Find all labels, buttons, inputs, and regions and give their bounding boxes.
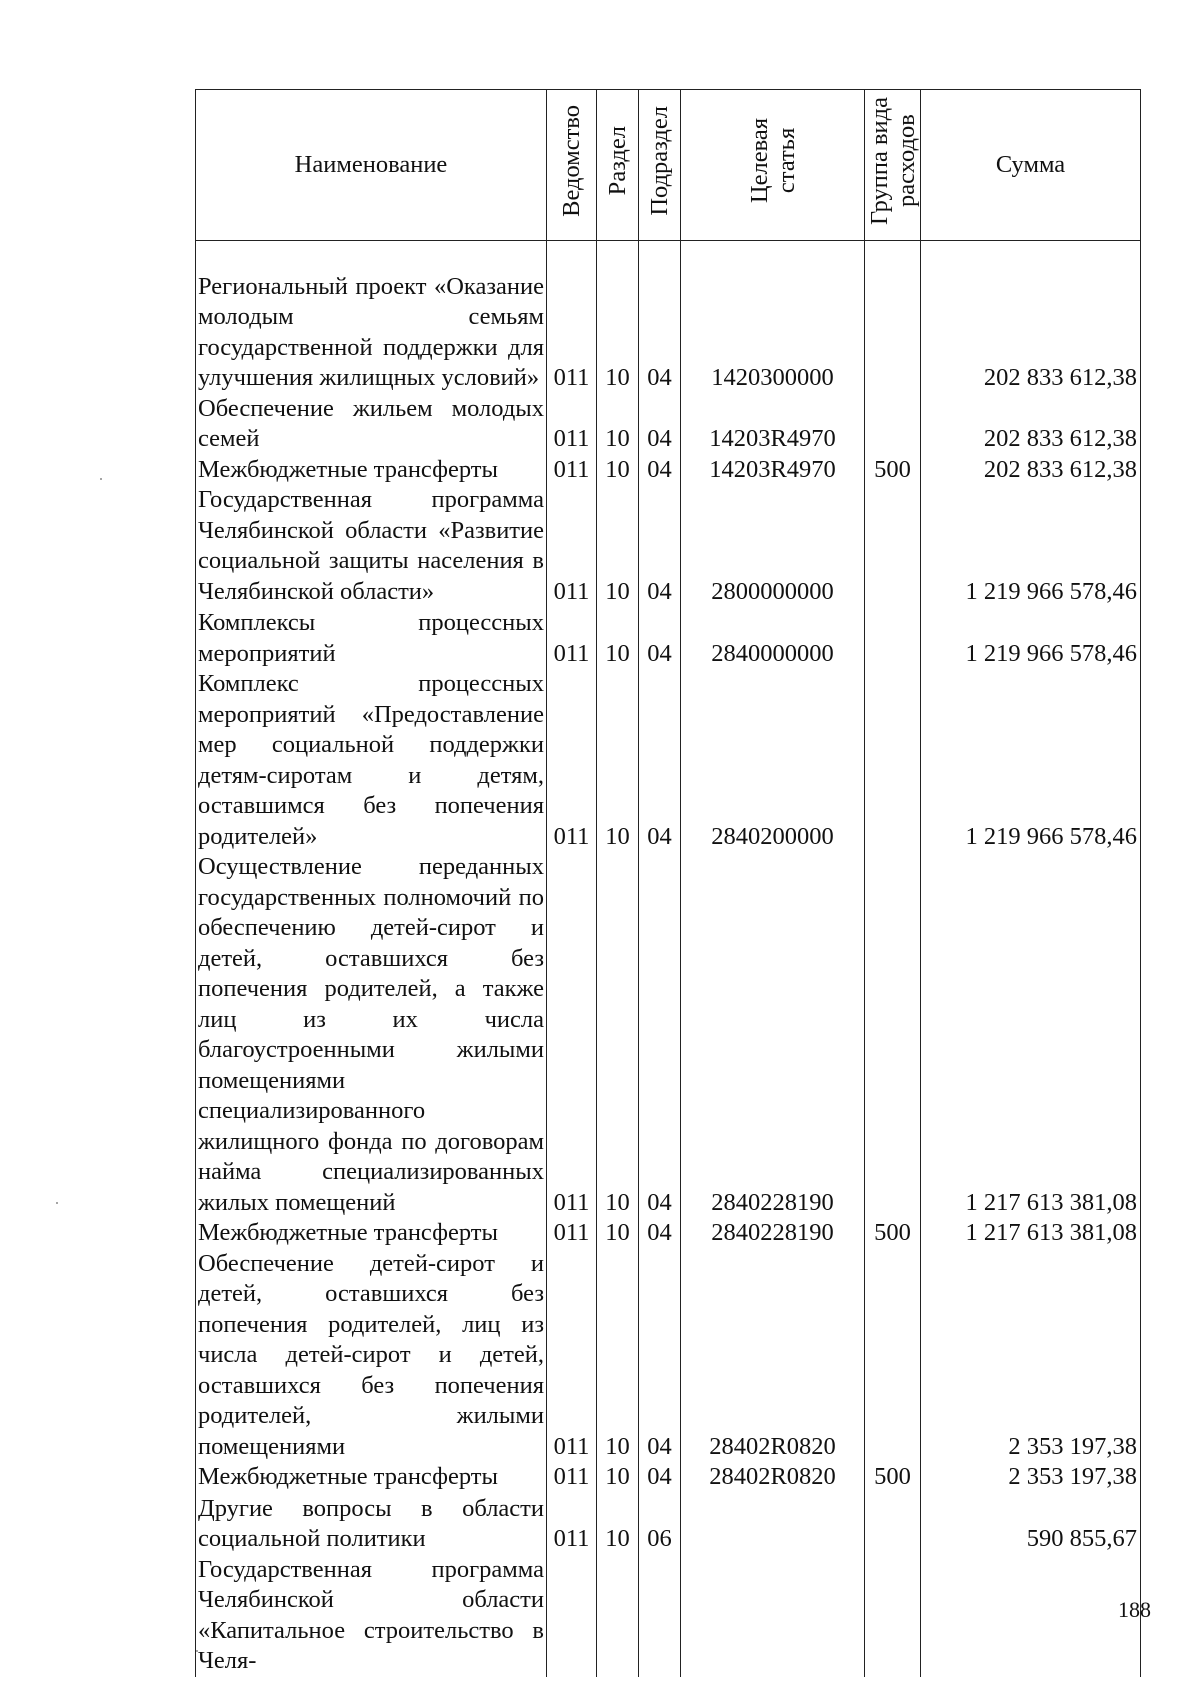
cell-dept: 011 bbox=[547, 852, 597, 1218]
table-row bbox=[196, 241, 1141, 394]
table-header bbox=[196, 90, 1141, 241]
cell-sum: 1 219 966 578,46 bbox=[921, 669, 1141, 852]
cell-target: 1420300000 bbox=[681, 241, 865, 394]
cell-name: Государственная программа Челябинской области «Капитальное строительство в Челя- bbox=[196, 1555, 547, 1677]
cell-section: 10 bbox=[597, 1218, 639, 1249]
cell-group bbox=[865, 394, 921, 455]
cell-name: Осуществление переданных государственных полномочий по обеспечению детей-сирот и детей, оставшихся без попечения родителей, а также лиц из их числа благоустроенными жилыми помещениями специализированного жилищного фонда по договорам найма специализированных жилых помещений bbox=[196, 852, 547, 1218]
cell-subsection: 04 bbox=[639, 1462, 681, 1493]
cell-group bbox=[865, 241, 921, 394]
cell-subsection: 04 bbox=[639, 1249, 681, 1463]
header-subsection: Подраздел bbox=[639, 90, 681, 241]
cell-group: 500 bbox=[865, 1218, 921, 1249]
cell-sum: 1 217 613 381,08 bbox=[921, 1218, 1141, 1249]
cell-dept bbox=[547, 1555, 597, 1677]
header-group: Группа вида расходов bbox=[865, 90, 921, 241]
header-dept: Ведомство bbox=[547, 90, 597, 241]
table-row bbox=[196, 394, 1141, 455]
cell-dept: 011 bbox=[547, 669, 597, 852]
header-section: Раздел bbox=[597, 90, 639, 241]
cell-sum: 202 833 612,38 bbox=[921, 394, 1141, 455]
cell-group: 500 bbox=[865, 1462, 921, 1493]
cell-target bbox=[681, 1493, 865, 1555]
cell-dept: 011 bbox=[547, 1218, 597, 1249]
scan-speck bbox=[196, 1650, 198, 1652]
cell-name: Обеспечение детей-сирот и детей, оставшихся без попечения родителей, лиц из числа детей-сирот и детей, оставшихся без попечения родителей, жилыми помещениями bbox=[196, 1249, 547, 1463]
cell-dept: 011 bbox=[547, 1493, 597, 1555]
header-name: Наименование bbox=[196, 90, 547, 241]
cell-name: Государственная программа Челябинской области «Развитие социальной защиты населения в Челябинской области» bbox=[196, 485, 547, 607]
cell-subsection: 06 bbox=[639, 1493, 681, 1555]
cell-sum: 2 353 197,38 bbox=[921, 1249, 1141, 1463]
cell-name: Комплекс процессных мероприятий «Предоставление мер социальной поддержки детям-сиротам и детям, оставшимся без попечения родителей» bbox=[196, 669, 547, 852]
cell-section: 10 bbox=[597, 669, 639, 852]
cell-section: 10 bbox=[597, 607, 639, 669]
cell-subsection bbox=[639, 1555, 681, 1677]
cell-sum: 2 353 197,38 bbox=[921, 1462, 1141, 1493]
cell-group bbox=[865, 1555, 921, 1677]
cell-dept: 011 bbox=[547, 1249, 597, 1463]
cell-dept: 011 bbox=[547, 394, 597, 455]
cell-dept: 011 bbox=[547, 455, 597, 486]
table-row bbox=[196, 607, 1141, 669]
cell-name: Другие вопросы в области социальной политики bbox=[196, 1493, 547, 1555]
cell-group bbox=[865, 607, 921, 669]
table-row bbox=[196, 669, 1141, 852]
cell-name: Комплексы процессных мероприятий bbox=[196, 607, 547, 669]
cell-section: 10 bbox=[597, 1462, 639, 1493]
cell-sum: 590 855,67 bbox=[921, 1493, 1141, 1555]
cell-target: 2840228190 bbox=[681, 1218, 865, 1249]
cell-name: Межбюджетные трансферты bbox=[196, 1462, 547, 1493]
cell-subsection: 04 bbox=[639, 455, 681, 486]
cell-subsection: 04 bbox=[639, 607, 681, 669]
table-body bbox=[196, 241, 1141, 1677]
cell-subsection: 04 bbox=[639, 852, 681, 1218]
cell-subsection: 04 bbox=[639, 485, 681, 607]
cell-subsection: 04 bbox=[639, 394, 681, 455]
cell-target: 2840228190 bbox=[681, 852, 865, 1218]
cell-sum: 1 219 966 578,46 bbox=[921, 607, 1141, 669]
cell-section bbox=[597, 1555, 639, 1677]
cell-dept: 011 bbox=[547, 607, 597, 669]
cell-name: Региональный проект «Оказание молодым семьям государственной поддержки для улучшения жилищных условий» bbox=[196, 241, 547, 394]
budget-table bbox=[195, 89, 1141, 1677]
cell-group bbox=[865, 485, 921, 607]
cell-dept: 011 bbox=[547, 485, 597, 607]
cell-section: 10 bbox=[597, 241, 639, 394]
table-row bbox=[196, 485, 1141, 607]
cell-section: 10 bbox=[597, 1249, 639, 1463]
scan-speck bbox=[56, 1202, 58, 1204]
cell-section: 10 bbox=[597, 852, 639, 1218]
cell-section: 10 bbox=[597, 455, 639, 486]
table-row bbox=[196, 1218, 1141, 1249]
cell-sum: 202 833 612,38 bbox=[921, 455, 1141, 486]
page-number: 188 bbox=[1118, 1597, 1151, 1622]
cell-subsection: 04 bbox=[639, 241, 681, 394]
cell-name: Обеспечение жильем молодых семей bbox=[196, 394, 547, 455]
cell-group bbox=[865, 1249, 921, 1463]
cell-group: 500 bbox=[865, 455, 921, 486]
table-row bbox=[196, 1462, 1141, 1493]
cell-target: 2800000000 bbox=[681, 485, 865, 607]
scan-speck bbox=[100, 478, 102, 480]
cell-name: Межбюджетные трансферты bbox=[196, 455, 547, 486]
cell-name: Межбюджетные трансферты bbox=[196, 1218, 547, 1249]
table-row bbox=[196, 1493, 1141, 1555]
cell-sum: 202 833 612,38 bbox=[921, 241, 1141, 394]
cell-sum: 1 217 613 381,08 bbox=[921, 852, 1141, 1218]
cell-target: 2840200000 bbox=[681, 669, 865, 852]
cell-dept: 011 bbox=[547, 1462, 597, 1493]
table-row bbox=[196, 1249, 1141, 1463]
cell-target: 28402R0820 bbox=[681, 1249, 865, 1463]
cell-target bbox=[681, 1555, 865, 1677]
cell-group bbox=[865, 1493, 921, 1555]
cell-target: 14203R4970 bbox=[681, 455, 865, 486]
cell-group bbox=[865, 669, 921, 852]
cell-group bbox=[865, 852, 921, 1218]
table-row bbox=[196, 455, 1141, 486]
cell-target: 28402R0820 bbox=[681, 1462, 865, 1493]
cell-section: 10 bbox=[597, 394, 639, 455]
cell-sum: 1 219 966 578,46 bbox=[921, 485, 1141, 607]
cell-target: 2840000000 bbox=[681, 607, 865, 669]
cell-sum bbox=[921, 1555, 1141, 1677]
table-row bbox=[196, 1555, 1141, 1677]
cell-target: 14203R4970 bbox=[681, 394, 865, 455]
table-row bbox=[196, 852, 1141, 1218]
cell-subsection: 04 bbox=[639, 669, 681, 852]
header-sum: Сумма bbox=[921, 90, 1141, 241]
cell-subsection: 04 bbox=[639, 1218, 681, 1249]
cell-section: 10 bbox=[597, 1493, 639, 1555]
cell-dept: 011 bbox=[547, 241, 597, 394]
cell-section: 10 bbox=[597, 485, 639, 607]
header-target: Целевая статья bbox=[681, 90, 865, 241]
